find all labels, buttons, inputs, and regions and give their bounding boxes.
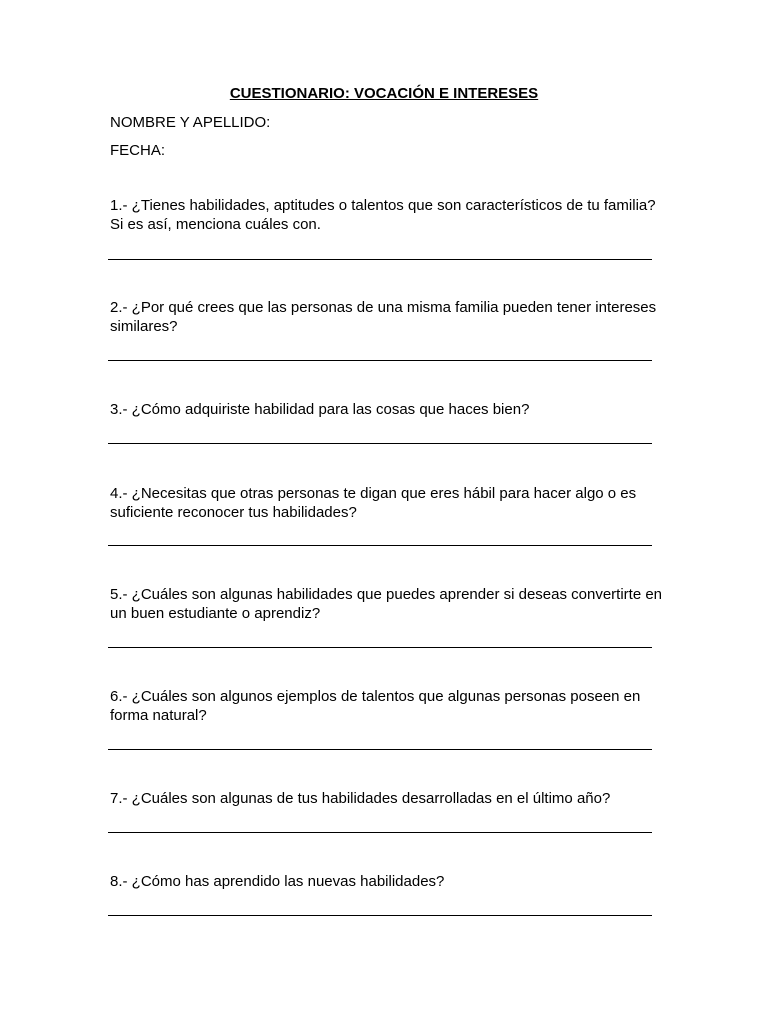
answer-line-1 — [108, 259, 652, 260]
question-3: 3.- ¿Cómo adquiriste habilidad para las cosas que haces bien? — [110, 401, 530, 418]
answer-line-4 — [108, 545, 652, 546]
answer-line-2 — [108, 360, 652, 361]
question-7: 7.- ¿Cuáles son algunas de tus habilidades desarrolladas en el último año? — [110, 790, 611, 807]
question-1: 1.- ¿Tienes habilidades, aptitudes o talentos que son característicos de tu familia? Si es así, menciona cuáles con. — [110, 197, 656, 233]
question-2: 2.- ¿Por qué crees que las personas de una misma familia pueden tener intereses similares? — [110, 299, 657, 335]
question-8: 8.- ¿Cómo has aprendido las nuevas habilidades? — [110, 873, 445, 890]
document-title: CUESTIONARIO: VOCACIÓN E INTERESES — [229, 85, 539, 102]
question-6: 6.- ¿Cuáles son algunos ejemplos de talentos que algunas personas poseen en forma natural? — [110, 688, 641, 724]
answer-line-6 — [108, 749, 652, 750]
question-5: 5.- ¿Cuáles son algunas habilidades que puedes aprender si deseas convertirte en un buen estudiante o aprendiz? — [110, 586, 663, 622]
question-4: 4.- ¿Necesitas que otras personas te digan que eres hábil para hacer algo o es suficiente reconocer tus habilidades? — [110, 485, 637, 521]
answer-line-5 — [108, 647, 652, 648]
answer-line-8 — [108, 915, 652, 916]
answer-line-7 — [108, 832, 652, 833]
name-label: NOMBRE Y APELLIDO: — [110, 114, 271, 131]
answer-line-3 — [108, 443, 652, 444]
date-label: FECHA: — [110, 142, 166, 159]
